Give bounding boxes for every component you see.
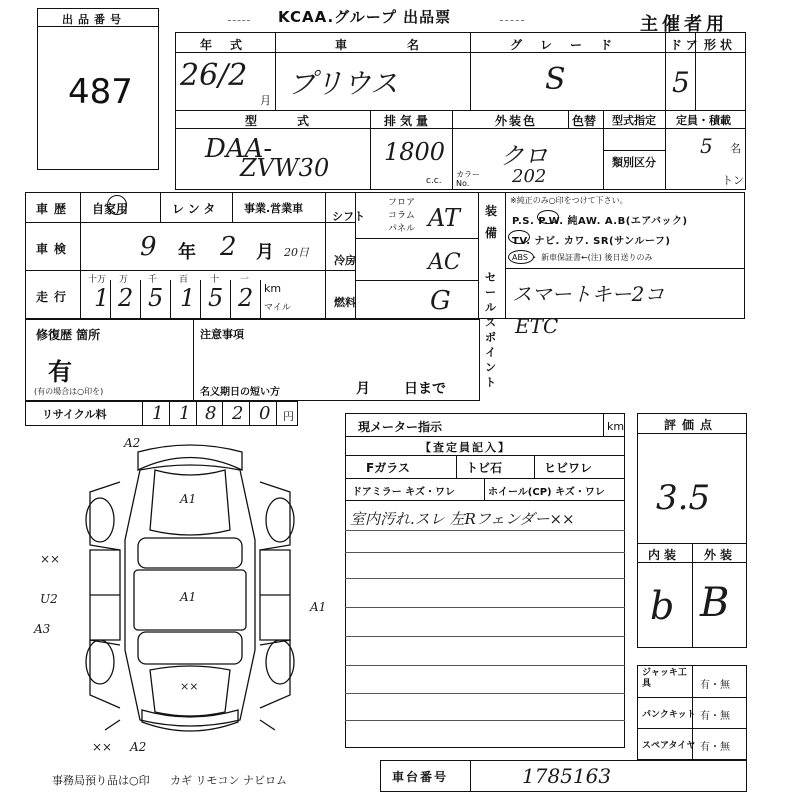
repair-value: 有 — [48, 358, 72, 386]
mark-xx-trunk: ×× — [180, 680, 199, 693]
repair-label: 修復歴 箇所 — [36, 328, 101, 342]
inspection-year-unit: 年 — [178, 242, 196, 263]
inspection-month: 2 — [220, 232, 237, 262]
grade-value: S — [545, 62, 566, 97]
mileage-digit-1: 2 — [118, 284, 134, 312]
model-value-2: ZVW30 — [240, 154, 330, 182]
type-designation-label: 型式指定 — [612, 114, 656, 127]
cc-unit: c.c. — [426, 176, 442, 186]
color-no-label: カラーNo. — [456, 170, 480, 188]
inspection-label: 車検 — [36, 242, 73, 256]
capacity-label: 定員・積載 — [676, 114, 731, 127]
mileage-digit-0: 1 — [94, 284, 110, 312]
load-unit: トン — [722, 174, 744, 187]
fuel-label: 燃料 — [334, 296, 356, 309]
mileage-km-unit: km — [264, 282, 282, 295]
mileage-digit-2: 5 — [148, 284, 164, 312]
jack-label: ジャッキ工具 — [642, 668, 687, 689]
shift-column: コラム — [388, 211, 415, 221]
history-label: 車歴 — [36, 202, 73, 216]
chassis-label: 車台番号 — [392, 770, 449, 784]
recycle-unit: 円 — [283, 410, 294, 423]
mileage-digit-3: 1 — [180, 284, 196, 312]
car-name-value: プリウス — [288, 67, 399, 100]
shift-value: AT — [428, 204, 461, 232]
chassis-value: 1785163 — [522, 764, 612, 788]
interior-value: b — [650, 584, 675, 628]
year-label: 年式 — [200, 38, 261, 52]
recycle-digit-0: 1 — [152, 403, 164, 424]
color-no-value: 202 — [512, 166, 547, 187]
displacement-value: 1800 — [384, 138, 446, 166]
caution-label: 注意事項 — [200, 328, 244, 341]
sales-point-2: ETC — [515, 314, 559, 338]
expiry-day: 日まで — [404, 381, 446, 397]
model-label: 型式 — [245, 114, 350, 128]
category-label: 類別区分 — [612, 156, 656, 169]
score-value: 3.5 — [656, 478, 711, 518]
spare-yes-no: 有・無 — [700, 742, 730, 753]
grade-label: グレード — [510, 38, 631, 52]
doors-label: ドア — [670, 38, 702, 52]
equipment-line-2: TV. ナビ. カワ. SR(サンルーフ) — [512, 236, 671, 247]
recycle-label: リサイクル料 — [42, 408, 107, 421]
chip-label: トビ石 — [466, 461, 503, 475]
glass-label: Fガラス — [366, 461, 410, 475]
digit-label-0: 十万 — [88, 275, 107, 285]
office-note: 事務局預り品は○印 — [52, 774, 150, 787]
inspection-year: 9 — [140, 232, 157, 262]
circle-abs — [508, 250, 534, 264]
spare-label: スペアタイヤ — [642, 741, 696, 751]
mark-xx-left: ×× — [40, 552, 61, 566]
mirror-label: ドアミラー キズ・ワレ — [352, 487, 455, 498]
capacity-unit: 名 — [730, 142, 741, 155]
form-title: KCAA.グループ 出品票 — [278, 8, 452, 26]
sales-point-label: セールスポイント — [485, 271, 496, 389]
recycle-digit-3: 2 — [232, 403, 244, 424]
shape-label: 形状 — [704, 38, 737, 52]
meter-label: 現メーター指示 — [358, 420, 443, 434]
repair-note: (有の場合は○印を) — [34, 387, 104, 396]
recycle-digit-4: 0 — [259, 403, 271, 424]
fuel-value: G — [430, 286, 451, 316]
year-month-unit: 月 — [260, 94, 271, 107]
mark-a2-bottom: A2 — [130, 740, 147, 754]
digit-label-5: 一 — [240, 275, 250, 285]
mileage-digit-4: 5 — [208, 284, 224, 312]
ac-label: 冷房 — [334, 254, 356, 267]
jack-yes-no: 有・無 — [700, 680, 730, 691]
organizer-label: 主催者用 — [640, 14, 728, 35]
shift-panel: パネル — [388, 224, 416, 234]
car-name-label: 車名 — [335, 38, 480, 52]
ac-value: AC — [428, 250, 461, 275]
puncture-yes-no: 有・無 — [700, 711, 730, 722]
mark-a2-top: A2 — [124, 436, 141, 450]
inspector-label: 【査定員記入】 — [420, 441, 511, 454]
year-value: 26/2 — [180, 58, 248, 93]
recycle-digit-1: 1 — [179, 403, 191, 424]
mileage-label: 走行 — [36, 290, 73, 304]
mark-a1-hood: A1 — [180, 492, 197, 506]
history-private-use: 自家用 — [92, 202, 129, 216]
business-label: 事業.営業車 — [244, 202, 304, 215]
mark-u2-left: U2 — [40, 592, 58, 606]
mileage-digit-5: 2 — [238, 284, 254, 312]
score-label: 評価点 — [664, 418, 719, 432]
mark-a3-left: A3 — [34, 622, 51, 636]
shift-label: シフト — [332, 210, 365, 223]
exterior-color-value: クロ — [500, 142, 548, 170]
recycle-digit-2: 8 — [205, 403, 217, 424]
remark-text: 室内汚れ.スレ 左Rフェンダー×× — [350, 510, 575, 528]
digit-label-3: 百 — [179, 275, 189, 285]
digit-label-2: 千 — [148, 275, 158, 285]
capacity-value: 5 — [700, 134, 713, 158]
expiry-month: 月 — [356, 381, 370, 397]
circle-tv — [508, 230, 530, 244]
mileage-mile-unit: マイル — [264, 303, 291, 313]
history-private-circle — [107, 195, 127, 215]
inspection-month-unit: 月 — [256, 242, 274, 263]
office-items: カギ リモコン ナビロム — [170, 774, 287, 787]
inspection-day: 20日 — [284, 246, 309, 259]
expiry-label: 名义期日の短い方 — [200, 387, 280, 398]
model-value-1: DAA- — [205, 134, 273, 164]
meter-km-unit: km — [607, 420, 625, 433]
wheel-label: ホイール(CP) キズ・ワレ — [488, 487, 605, 498]
displacement-label: 排気量 — [384, 114, 433, 128]
mark-a1-right: A1 — [310, 600, 327, 614]
exterior-color-label: 外装色 — [495, 114, 538, 128]
equipment-line-1: P.S. P.W. 純AW. A.B(エアバック) — [512, 216, 688, 227]
crack-label: ヒビワレ — [544, 461, 593, 475]
repaint-label: 色替 — [572, 114, 597, 128]
lot-number-value: 487 — [68, 72, 133, 112]
equipment-label: 装備 — [485, 204, 498, 240]
interior-label: 内装 — [648, 548, 681, 562]
equipment-line-3: ABS ・ 新車保証書←(注) 後日送りのみ — [512, 253, 653, 262]
exterior-label: 外装 — [704, 548, 737, 562]
puncture-label: パンクキット — [642, 710, 696, 720]
digit-label-4: 十 — [210, 275, 220, 285]
rental-label: レンタ — [172, 202, 220, 216]
equipment-note: ※純正のみ○印をつけて下さい。 — [510, 196, 628, 205]
doors-value: 5 — [672, 66, 690, 99]
shift-floor: フロア — [388, 198, 416, 208]
mark-a1-roof: A1 — [180, 590, 197, 604]
digit-label-1: 万 — [119, 275, 129, 285]
lot-number-label: 出品番号 — [62, 13, 126, 26]
sales-point-1: スマートキー2コ — [512, 282, 665, 306]
mark-xx-bottom: ×× — [92, 740, 113, 754]
exterior-value: B — [700, 580, 730, 626]
circle-pw — [537, 210, 559, 224]
